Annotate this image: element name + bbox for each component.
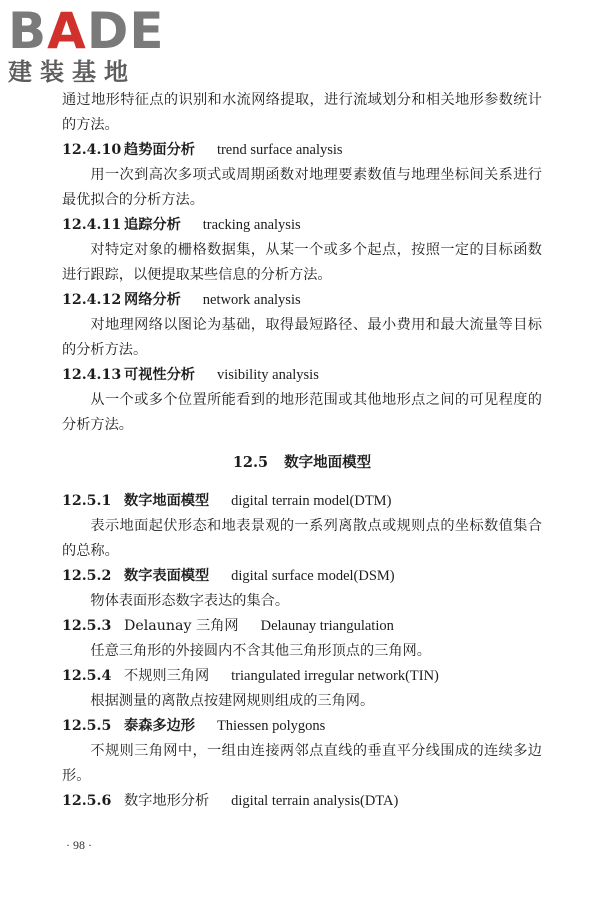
term-chinese: 数字地面模型 <box>124 493 210 509</box>
term-chinese: 趋势面分析 <box>124 142 195 158</box>
page-body <box>62 88 542 814</box>
term-number: 12.4.12 <box>62 292 122 308</box>
section-heading <box>62 450 542 475</box>
term-chinese: 数字地形分析 <box>124 793 210 809</box>
term-entry-12-4-12 <box>62 288 542 313</box>
term-english: digital surface model(DSM) <box>231 568 395 584</box>
term-english: visibility analysis <box>216 367 319 383</box>
term-number: 12.5.3 <box>62 618 112 634</box>
term-english: Delaunay triangulation <box>260 618 394 634</box>
term-definition: 对特定对象的栅格数据集，从某一个或多个起点，按照一定的目标函数进行跟踪，以便提取某些信息的分析方法。 <box>62 242 542 283</box>
page-number: · 98 · <box>66 838 92 852</box>
term-chinese: 可视性分析 <box>124 367 195 383</box>
term-number: 12.5.2 <box>62 568 112 584</box>
term-chinese: 泰森多边形 <box>124 718 195 734</box>
term-definition: 任意三角形的外接圆内不含其他三角形顶点的三角网。 <box>90 643 431 659</box>
term-chinese: 数字表面模型 <box>124 568 210 584</box>
term-entry-12-4-11 <box>62 213 542 238</box>
term-english: Thiessen polygons <box>216 718 326 734</box>
section-title: 数字地面模型 <box>284 454 372 471</box>
term-definition: 物体表面形态数字表达的集合。 <box>90 593 290 609</box>
logo-letter-b: B <box>8 2 48 60</box>
term-entry-12-5-4 <box>62 664 542 689</box>
term-chinese: 网络分析 <box>124 292 181 308</box>
logo-letter-a: A <box>47 2 87 60</box>
logo-subtitle: 建装基地 <box>8 58 136 86</box>
term-number: 12.5.5 <box>62 718 112 734</box>
intro-continuation: 通过地形特征点的识别和水流网络提取，进行流域划分和相关地形参数统计的方法。 <box>62 92 542 133</box>
term-entry-12-4-10 <box>62 138 542 163</box>
logo-wordmark <box>8 4 165 58</box>
term-definition: 表示地面起伏形态和地表景观的一系列离散点或规则点的坐标数值集合的总称。 <box>62 518 542 559</box>
term-definition: 对地理网络以图论为基础，取得最短路径、最小费用和最大流量等目标的分析方法。 <box>62 317 542 358</box>
term-english: tracking analysis <box>202 217 301 233</box>
term-number: 12.5.4 <box>62 668 112 684</box>
term-entry-12-5-2 <box>62 564 542 589</box>
term-definition: 根据测量的离散点按建网规则组成的三角网。 <box>90 693 375 709</box>
term-english: network analysis <box>202 292 301 308</box>
term-number: 12.4.10 <box>62 142 122 158</box>
term-number: 12.5.1 <box>62 493 112 509</box>
term-entry-12-5-3 <box>62 614 542 639</box>
logo-letters-de: DE <box>86 2 165 60</box>
site-logo <box>8 4 178 90</box>
term-entry-12-4-13 <box>62 363 542 388</box>
term-chinese: 追踪分析 <box>124 217 181 233</box>
term-english: triangulated irregular network(TIN) <box>231 668 439 684</box>
term-chinese: 不规则三角网 <box>124 668 210 684</box>
term-definition: 不规则三角网中，一组由连接两邻点直线的垂直平分线围成的连续多边形。 <box>62 743 542 784</box>
term-number: 12.5.6 <box>62 793 112 809</box>
term-english: digital terrain analysis(DTA) <box>231 793 399 809</box>
term-chinese: Delaunay 三角网 <box>124 618 239 634</box>
section-number: 12.5 <box>232 454 269 471</box>
term-entry-12-5-6 <box>62 789 542 814</box>
term-entry-12-5-5 <box>62 714 542 739</box>
term-english: trend surface analysis <box>216 142 343 158</box>
term-english: digital terrain model(DTM) <box>231 493 392 509</box>
term-number: 12.4.11 <box>62 217 122 233</box>
term-entry-12-5-1 <box>62 489 542 514</box>
term-number: 12.4.13 <box>62 367 122 383</box>
term-definition: 用一次到高次多项式或周期函数对地理要素数值与地理坐标间关系进行最优拟合的分析方法。 <box>62 167 542 208</box>
term-definition: 从一个或多个位置所能看到的地形范围或其他地形点之间的可见程度的分析方法。 <box>62 392 542 433</box>
